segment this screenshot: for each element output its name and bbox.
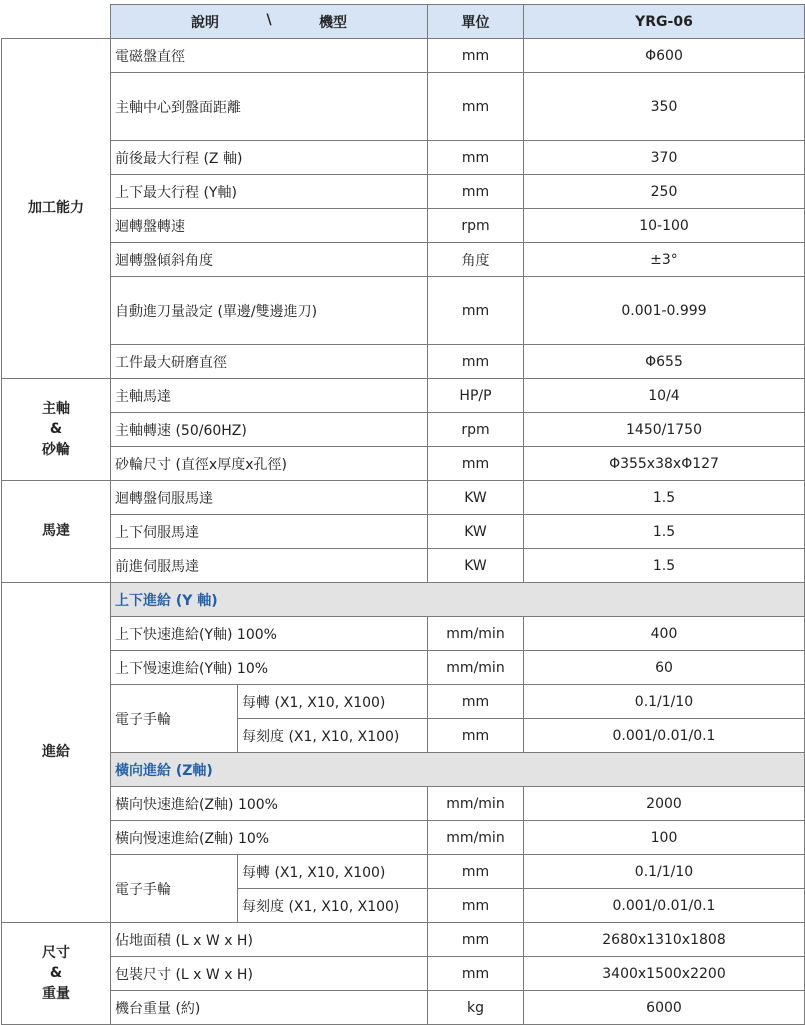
row-desc: 每刻度 (X1, X10, X100) bbox=[238, 719, 428, 753]
row-unit: mm bbox=[428, 447, 524, 481]
category-capacity: 加工能力 bbox=[2, 39, 111, 379]
row-value: 1.5 bbox=[524, 549, 805, 583]
row-unit: mm bbox=[428, 855, 524, 889]
header-row bbox=[2, 5, 805, 39]
row-unit: mm bbox=[428, 923, 524, 957]
row-value: Φ355x38xΦ127 bbox=[524, 447, 805, 481]
row-unit: mm/min bbox=[428, 617, 524, 651]
row-unit: mm bbox=[428, 719, 524, 753]
table-row bbox=[2, 209, 805, 243]
row-unit: mm bbox=[428, 277, 524, 345]
table-row bbox=[2, 345, 805, 379]
row-unit: mm/min bbox=[428, 787, 524, 821]
table-row bbox=[2, 855, 805, 889]
row-unit: mm bbox=[428, 685, 524, 719]
table-row bbox=[2, 991, 805, 1025]
row-desc: 包裝尺寸 (L x W x H) bbox=[111, 957, 428, 991]
category-dimensions-line2: & bbox=[49, 965, 63, 982]
table-row bbox=[2, 413, 805, 447]
table-row bbox=[2, 141, 805, 175]
header-unit: 單位 bbox=[428, 5, 524, 39]
category-dimensions bbox=[2, 923, 111, 1025]
header-description: 說明 bbox=[191, 14, 219, 31]
row-unit: mm/min bbox=[428, 651, 524, 685]
handwheel-label: 電子手輪 bbox=[111, 855, 238, 923]
row-value: 60 bbox=[524, 651, 805, 685]
category-spindle-line3: 砂輪 bbox=[42, 441, 70, 458]
row-desc: 上下伺服馬達 bbox=[111, 515, 428, 549]
row-value: 6000 bbox=[524, 991, 805, 1025]
subheader-z-feed: 橫向進給 (Z軸) bbox=[111, 753, 805, 787]
row-value: 2680x1310x1808 bbox=[524, 923, 805, 957]
table-row bbox=[2, 277, 805, 345]
table-row bbox=[2, 379, 805, 413]
row-value: 400 bbox=[524, 617, 805, 651]
table-row bbox=[2, 957, 805, 991]
table-row bbox=[2, 651, 805, 685]
row-unit: mm bbox=[428, 889, 524, 923]
row-desc: 上下快速進給(Y軸) 100% bbox=[111, 617, 428, 651]
table-row bbox=[2, 481, 805, 515]
row-unit: KW bbox=[428, 549, 524, 583]
table-row bbox=[2, 549, 805, 583]
row-desc: 每刻度 (X1, X10, X100) bbox=[238, 889, 428, 923]
row-desc: 電磁盤直徑 bbox=[111, 39, 428, 73]
subheader-y-feed: 上下進給 (Y 軸) bbox=[111, 583, 805, 617]
row-value: Φ655 bbox=[524, 345, 805, 379]
row-unit: 角度 bbox=[428, 243, 524, 277]
row-desc: 前後最大行程 (Z 軸) bbox=[111, 141, 428, 175]
row-desc: 橫向慢速進給(Z軸) 10% bbox=[111, 821, 428, 855]
spec-table bbox=[1, 4, 805, 1025]
row-value: 10/4 bbox=[524, 379, 805, 413]
category-spindle bbox=[2, 379, 111, 481]
table-row bbox=[2, 617, 805, 651]
row-unit: mm bbox=[428, 957, 524, 991]
category-dimensions-line3: 重量 bbox=[42, 985, 70, 1002]
row-value: 0.001/0.01/0.1 bbox=[524, 889, 805, 923]
row-desc: 砂輪尺寸 (直徑x厚度x孔徑) bbox=[111, 447, 428, 481]
row-desc: 工件最大研磨直徑 bbox=[111, 345, 428, 379]
table-row bbox=[2, 821, 805, 855]
row-desc: 每轉 (X1, X10, X100) bbox=[238, 855, 428, 889]
row-unit: mm bbox=[428, 73, 524, 141]
row-desc: 主軸中心到盤面距離 bbox=[111, 73, 428, 141]
row-desc: 迴轉盤傾斜角度 bbox=[111, 243, 428, 277]
category-feed: 進給 bbox=[2, 583, 111, 923]
table-row bbox=[2, 39, 805, 73]
row-unit: kg bbox=[428, 991, 524, 1025]
category-motor: 馬達 bbox=[2, 481, 111, 583]
category-dimensions-line1: 尺寸 bbox=[42, 945, 70, 962]
row-value: 3400x1500x2200 bbox=[524, 957, 805, 991]
row-desc: 迴轉盤轉速 bbox=[111, 209, 428, 243]
handwheel-label: 電子手輪 bbox=[111, 685, 238, 753]
table-row bbox=[2, 447, 805, 481]
row-desc: 主軸轉速 (50/60HZ) bbox=[111, 413, 428, 447]
category-spindle-line1: 主軸 bbox=[42, 401, 70, 418]
row-desc: 佔地面積 (L x W x H) bbox=[111, 923, 428, 957]
subheader-row bbox=[2, 583, 805, 617]
row-value: 1450/1750 bbox=[524, 413, 805, 447]
row-value: 2000 bbox=[524, 787, 805, 821]
header-model: 機型 bbox=[319, 14, 347, 31]
row-unit: mm bbox=[428, 345, 524, 379]
row-value: 250 bbox=[524, 175, 805, 209]
row-value: 0.1/1/10 bbox=[524, 685, 805, 719]
row-value: 1.5 bbox=[524, 515, 805, 549]
row-value: 0.001/0.01/0.1 bbox=[524, 719, 805, 753]
row-unit: KW bbox=[428, 481, 524, 515]
header-description-cell bbox=[111, 5, 428, 39]
row-value: 350 bbox=[524, 73, 805, 141]
header-separator: \ bbox=[266, 11, 272, 28]
table-row bbox=[2, 175, 805, 209]
row-unit: mm bbox=[428, 39, 524, 73]
row-desc: 上下最大行程 (Y軸) bbox=[111, 175, 428, 209]
table-row bbox=[2, 923, 805, 957]
subheader-row bbox=[2, 753, 805, 787]
row-desc: 自動進刀量設定 (單邊/雙邊進刀) bbox=[111, 277, 428, 345]
row-value: 1.5 bbox=[524, 481, 805, 515]
row-value: 370 bbox=[524, 141, 805, 175]
row-value: 0.1/1/10 bbox=[524, 855, 805, 889]
row-desc: 上下慢速進給(Y軸) 10% bbox=[111, 651, 428, 685]
category-spindle-line2: & bbox=[49, 421, 63, 438]
row-desc: 機台重量 (約) bbox=[111, 991, 428, 1025]
row-unit: mm bbox=[428, 175, 524, 209]
row-desc: 每轉 (X1, X10, X100) bbox=[238, 685, 428, 719]
row-value: 0.001-0.999 bbox=[524, 277, 805, 345]
table-row bbox=[2, 685, 805, 719]
row-desc: 迴轉盤伺服馬達 bbox=[111, 481, 428, 515]
row-unit: rpm bbox=[428, 209, 524, 243]
header-model-value: YRG-06 bbox=[524, 5, 805, 39]
table-row bbox=[2, 243, 805, 277]
row-value: ±3° bbox=[524, 243, 805, 277]
row-value: Φ600 bbox=[524, 39, 805, 73]
header-blank-cell bbox=[2, 5, 111, 39]
table-row bbox=[2, 787, 805, 821]
row-unit: mm/min bbox=[428, 821, 524, 855]
table-row bbox=[2, 515, 805, 549]
row-unit: KW bbox=[428, 515, 524, 549]
row-value: 100 bbox=[524, 821, 805, 855]
row-desc: 主軸馬達 bbox=[111, 379, 428, 413]
row-desc: 橫向快速進給(Z軸) 100% bbox=[111, 787, 428, 821]
row-unit: mm bbox=[428, 141, 524, 175]
table-row bbox=[2, 73, 805, 141]
row-value: 10-100 bbox=[524, 209, 805, 243]
row-unit: HP/P bbox=[428, 379, 524, 413]
row-unit: rpm bbox=[428, 413, 524, 447]
row-desc: 前進伺服馬達 bbox=[111, 549, 428, 583]
